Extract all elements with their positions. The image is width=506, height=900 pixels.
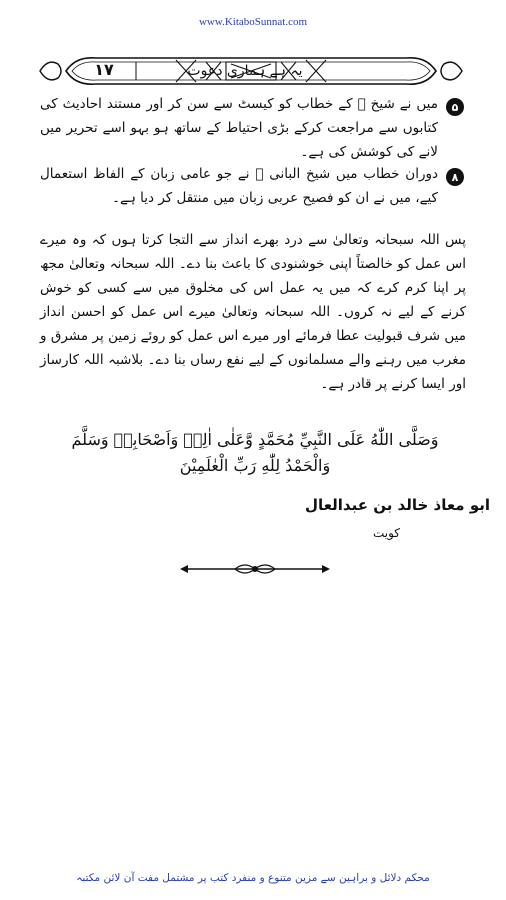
arabic-salutation-line: وَصَلَّى اللّٰهُ عَلَى النَّبِيِّ مُحَمَّدٍ وَّعَلٰى اٰلِهٖ وَاَصْحَابِهٖ وَسَلَّمَ (71, 430, 439, 449)
running-header-title: یہ ہے ہماری دعوت (187, 63, 303, 79)
arabic-praise-line: وَالْحَمْدُ لِلّٰهِ رَبِّ الْعٰلَمِيْنَ (179, 456, 331, 475)
author-name: ابو معاذ خالد بن عبدالعال (305, 496, 490, 514)
bullet-marker-icon: ۸ (446, 168, 464, 186)
page-number: ۱۷ (94, 60, 114, 79)
bullet-text: دوران خطاب میں شیخ البانی ﷫ نے جو عامی زبان کے الفاظ استعمال کیے، میں نے ان کو فصیح عربی زبان میں منتقل کر دیا ہے۔ (40, 166, 438, 206)
site-url[interactable]: www.KitaboSunnat.com (198, 16, 308, 28)
body-paragraph: پس اللہ سبحانہ وتعالیٰ سے درد بھرے انداز سے التجا کرتا ہوں کہ وہ میرے اس عمل کو خالصتاً اپنی خوشنودی کا باعث بنا دے۔ اللہ سبحانہ وتعالیٰ مجھ پر اپنا کرم کرے کہ میں یہ عمل اس کی مخلوق میں سے کسی کو خوش کرنے کے لیے نہ کروں۔ اللہ سبحانہ وتعالیٰ میرے اس عمل کو احسن انداز میں شرف قبولیت عطا فرمائے اور میرے اس عمل کو روئے زمین پر مشرق و مغرب میں رہنے والے مسلمانوں کے لیے نفع رساں بنا دے۔ بلاشبہ اللہ کارساز اور ایسا کرنے پر قادر ہے۔ (40, 232, 466, 392)
author-location: کویت (372, 526, 400, 540)
bullet-marker-icon: ۵ (446, 98, 464, 116)
bullet-text: میں نے شیخ ﷫ کے خطاب کو کیسٹ سے سن کر اور مستند احادیث کی کتابوں سے مراجعت کرکے بڑی احتیاط کے ساتھ ہو بہو اسے تحریر میں لانے کی کوشش کی ہے۔ (40, 96, 438, 160)
ornamental-divider (180, 560, 330, 578)
footer-library-note: محکم دلائل و براہین سے مزین متنوع و منفرد کتب پر مشتمل مفت آن لائن مکتبہ (76, 872, 430, 884)
